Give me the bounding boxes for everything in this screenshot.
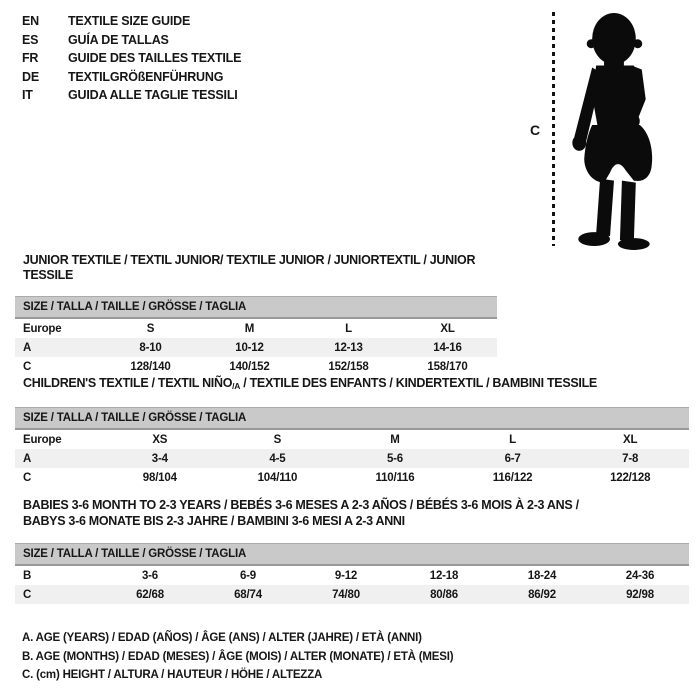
guide-title-fr: GUIDE DES TAILLES TEXTILE bbox=[68, 51, 242, 65]
size-cell: S bbox=[273, 433, 282, 446]
table-row bbox=[15, 566, 689, 585]
row-label: A bbox=[23, 341, 32, 354]
size-cell: 128/140 bbox=[130, 360, 171, 373]
size-cell: 6-9 bbox=[239, 569, 257, 582]
children-title-post: / TEXTILE DES ENFANTS / KINDERTEXTIL / BAMBINI TESSILE bbox=[240, 376, 597, 390]
children-section-title bbox=[23, 376, 689, 394]
junior-textile-section bbox=[15, 253, 497, 376]
table-row bbox=[15, 585, 689, 604]
table-row bbox=[15, 468, 689, 487]
language-code: FR bbox=[22, 51, 39, 65]
language-row-de bbox=[22, 68, 241, 87]
legend-line-a: A. AGE (YEARS) / EDAD (AÑOS) / ÂGE (ANS) / ALTER (JAHRE) / ETÀ (ANNI) bbox=[22, 632, 422, 644]
size-header-band: SIZE / TALLA / TAILLE / GRÖSSE / TAGLIA bbox=[15, 296, 497, 319]
row-label: Europe bbox=[23, 433, 62, 446]
babies-size-table bbox=[15, 566, 689, 604]
size-cell: 10-12 bbox=[235, 341, 264, 354]
size-cell: 3-6 bbox=[141, 569, 159, 582]
size-cell: 6-7 bbox=[504, 452, 521, 465]
children-title-subscript: /A bbox=[232, 381, 241, 391]
height-figure bbox=[528, 10, 700, 250]
row-label: B bbox=[23, 569, 32, 582]
guide-title-es: GUÍA DE TALLAS bbox=[68, 32, 169, 47]
children-size-table bbox=[15, 430, 689, 487]
size-cell: 7-8 bbox=[622, 452, 639, 465]
row-label: C bbox=[23, 360, 32, 373]
size-cell: XL bbox=[623, 433, 638, 446]
size-cell: 86/92 bbox=[528, 588, 556, 601]
language-code: ES bbox=[22, 32, 39, 47]
size-cell: 110/116 bbox=[375, 471, 415, 484]
size-cell: 24-36 bbox=[625, 569, 655, 582]
table-row bbox=[15, 319, 497, 338]
size-cell: M bbox=[390, 433, 400, 446]
size-cell: 12-18 bbox=[429, 569, 459, 582]
size-cell: 104/110 bbox=[257, 471, 298, 484]
toddler-silhouette bbox=[562, 12, 662, 250]
children-textile-section bbox=[15, 376, 689, 487]
legend-line-b: B. AGE (MONTHS) / EDAD (MESES) / ÂGE (MOIS) / ALTER (MONATE) / ETÀ (MESI) bbox=[22, 650, 454, 663]
size-cell: 122/128 bbox=[610, 471, 651, 484]
size-cell: 68/74 bbox=[234, 588, 262, 601]
babies-section-title: BABIES 3-6 MONTH TO 2-3 YEARS / BEBÉS 3-6 MESES A 2-3 AÑOS / BÉBÉS 3-6 MOIS À 2-3 ANS / BABYS 3-6 MONATE BIS 2-3 JAHRE / BAMBINI 3-6 MESI A 2-3 ANNI bbox=[23, 498, 579, 528]
size-cell: 158/170 bbox=[427, 360, 468, 373]
legend bbox=[22, 629, 453, 685]
size-cell: 116/122 bbox=[492, 471, 533, 484]
guide-title-en: TEXTILE SIZE GUIDE bbox=[68, 14, 191, 28]
size-cell: 12-13 bbox=[334, 341, 363, 354]
size-cell: M bbox=[244, 322, 255, 335]
size-header-band: SIZE / TALLA / TAILLE / GRÖSSE / TAGLIA bbox=[15, 543, 689, 566]
size-cell: 14-16 bbox=[433, 341, 462, 354]
legend-line-c: C. (cm) HEIGHT / ALTURA / HAUTEUR / HÖHE / ALTEZZA bbox=[22, 669, 323, 681]
size-cell: 8-10 bbox=[139, 341, 162, 354]
language-row-es bbox=[22, 31, 241, 50]
table-row bbox=[15, 338, 497, 357]
size-cell: 74/80 bbox=[332, 588, 360, 601]
size-header-band: SIZE / TALLA / TAILLE / GRÖSSE / TAGLIA bbox=[15, 407, 689, 430]
size-cell: 98/104 bbox=[142, 471, 177, 484]
size-cell: L bbox=[509, 433, 516, 446]
table-row bbox=[15, 449, 689, 468]
row-label: Europe bbox=[23, 322, 62, 335]
children-title-pre: CHILDREN'S TEXTILE / TEXTIL NIÑO bbox=[23, 376, 233, 390]
size-cell: 80/86 bbox=[430, 588, 458, 601]
row-label: A bbox=[23, 452, 32, 465]
babies-textile-section bbox=[15, 497, 689, 604]
row-label: C bbox=[23, 588, 32, 601]
table-row bbox=[15, 430, 689, 449]
guide-title-it: GUIDA ALLE TAGLIE TESSILI bbox=[68, 88, 238, 102]
size-cell: S bbox=[146, 322, 155, 335]
height-marker-label: C bbox=[530, 122, 541, 138]
size-cell: L bbox=[345, 322, 352, 335]
table-row bbox=[15, 357, 497, 376]
size-cell: 5-6 bbox=[386, 452, 403, 465]
guide-title-de: TEXTILGRÖßENFÜHRUNG bbox=[68, 69, 224, 84]
language-row-it bbox=[22, 86, 241, 105]
junior-section-title: JUNIOR TEXTILE / TEXTIL JUNIOR/ TEXTILE JUNIOR / JUNIORTEXTIL / JUNIOR TESSILE bbox=[23, 253, 476, 282]
size-cell: 152/158 bbox=[328, 360, 369, 373]
size-cell: 62/68 bbox=[136, 588, 164, 601]
junior-size-table bbox=[15, 319, 497, 376]
size-cell: XL bbox=[440, 322, 455, 335]
language-code: IT bbox=[22, 88, 33, 102]
size-cell: 18-24 bbox=[527, 569, 557, 582]
height-dashed-line bbox=[552, 12, 555, 246]
size-cell: 4-5 bbox=[269, 452, 286, 465]
language-code: EN bbox=[22, 14, 39, 28]
size-cell: 9-12 bbox=[334, 569, 358, 582]
size-cell: XS bbox=[152, 433, 168, 446]
size-cell: 92/98 bbox=[626, 588, 654, 601]
row-label: C bbox=[23, 471, 32, 484]
language-row-en bbox=[22, 12, 241, 31]
size-cell: 3-4 bbox=[151, 452, 168, 465]
language-row-fr bbox=[22, 49, 241, 68]
size-cell: 140/152 bbox=[229, 360, 270, 373]
language-title-list bbox=[22, 12, 241, 105]
language-code: DE bbox=[22, 69, 39, 84]
